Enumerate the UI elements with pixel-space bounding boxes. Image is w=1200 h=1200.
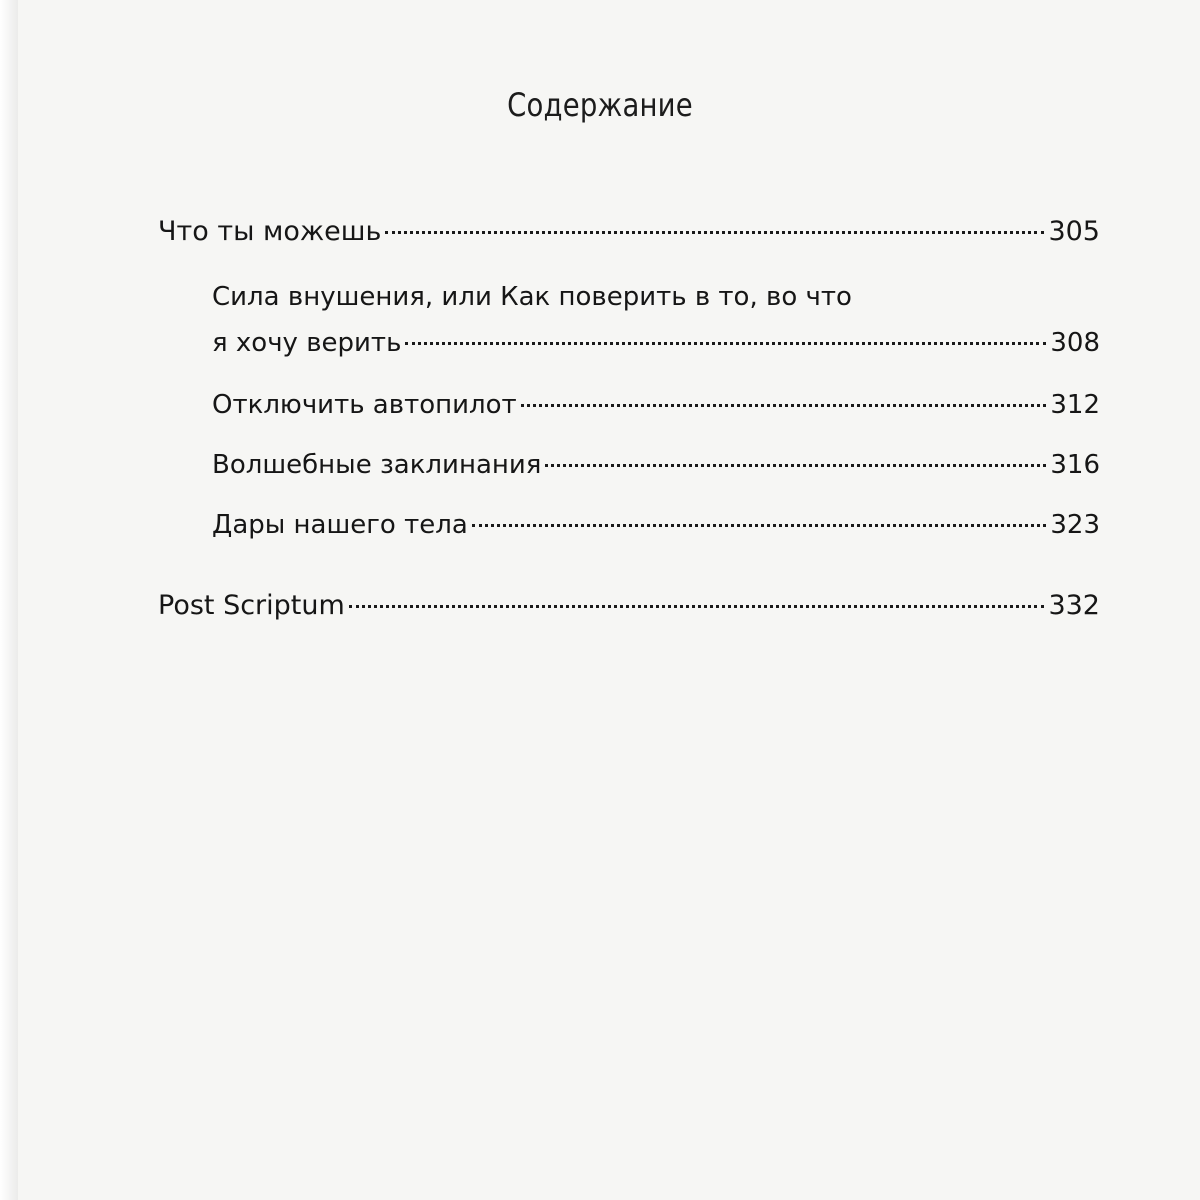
toc-entry-4	[212, 450, 1100, 480]
page-edge	[0, 0, 18, 1200]
toc-entry-label: Отключить автопилот	[212, 390, 517, 420]
toc-entry-1	[158, 216, 1100, 247]
toc-page-number: 323	[1050, 510, 1100, 540]
toc-page-number: 308	[1050, 328, 1100, 358]
toc-page-number: 305	[1048, 216, 1100, 247]
toc-entry-2-line1: Сила внушения, или Как поверить в то, во что	[212, 282, 852, 312]
toc-entry-3	[212, 390, 1100, 420]
dot-leader	[405, 342, 1046, 345]
toc-page-number: 332	[1048, 590, 1100, 621]
dot-leader	[521, 404, 1047, 407]
toc-entry-label: Волшебные заклинания	[212, 450, 542, 480]
toc-page-number: 312	[1050, 390, 1100, 420]
toc-page-number: 316	[1050, 450, 1100, 480]
dot-leader	[385, 231, 1044, 234]
toc-heading: Содержание	[507, 86, 693, 124]
toc-entry-6	[158, 590, 1100, 621]
toc-entry-label: я хочу верить	[212, 328, 402, 358]
toc-entry-5	[212, 510, 1100, 540]
toc-entry-label: Дары нашего тела	[212, 510, 468, 540]
dot-leader	[349, 605, 1045, 608]
dot-leader	[545, 464, 1046, 467]
dot-leader	[472, 524, 1047, 527]
toc-entry-label: Post Scriptum	[158, 590, 345, 621]
toc-entry-2	[212, 328, 1100, 358]
toc-entry-label: Что ты можешь	[158, 216, 382, 247]
